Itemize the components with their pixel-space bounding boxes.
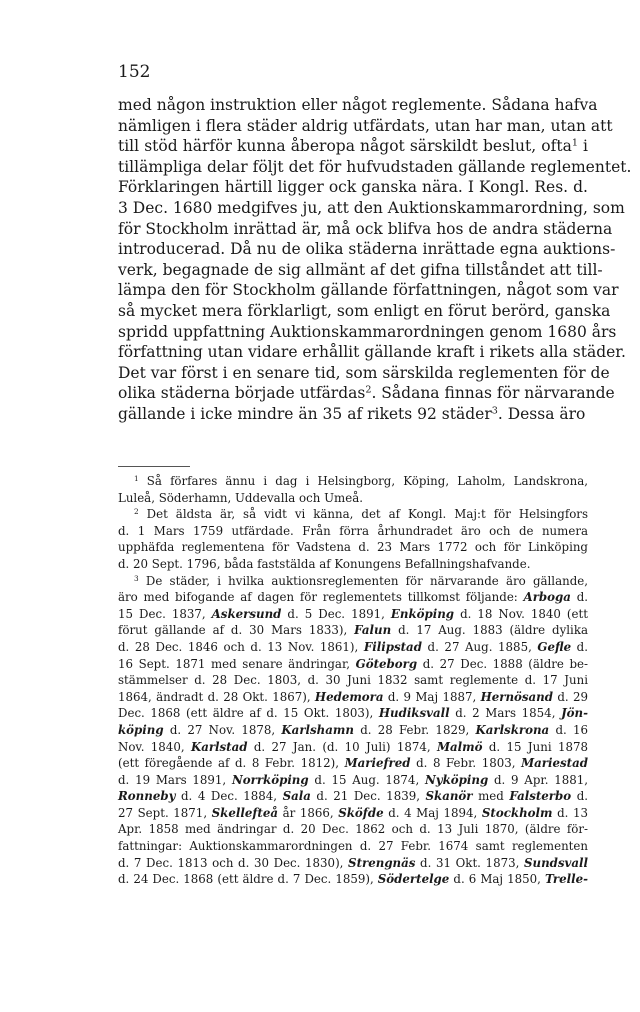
body-line: tillämpliga delar följt det för hufvudstaden gällande reglementet. [118, 157, 632, 176]
footnote-line: förut gällande af d. 30 Mars 1833), Falun d. 17 Aug. 1883 (äldre dylika [118, 623, 589, 638]
footnote-line: d. 24 Dec. 1868 (ett äldre d. 7 Dec. 1859), Södertelge d. 6 Maj 1850, Trelle- [118, 872, 588, 887]
page-number: 152 [118, 62, 151, 82]
body-line: till stöd härför kunna åberopa något särskildt beslut, ofta$^1$ i [118, 137, 588, 156]
body-line: verk, begagnade de sig allmänt af det gifna tillståndet att till- [118, 260, 603, 279]
footnote-line: 15 Dec. 1837, Askersund d. 5 Dec. 1891, Enköping d. 18 Nov. 1840 (ett [118, 606, 588, 621]
body-line: nämligen i flera städer aldrig utfärdats, utan har man, utan att [118, 116, 613, 135]
body-line: Det var först i en senare tid, som särskilda reglementen för de [118, 363, 610, 382]
footnote-line: $^3$ De städer, i hvilka auktionsreglementen för närvarande äro gällande, [134, 573, 588, 588]
footnote-line: Luleå, Söderhamn, Uddevalla och Umeå. [118, 490, 363, 505]
footnote-line: (ett föregående af d. 8 Febr. 1812), Mariefred d. 8 Febr. 1803, Mariestad [118, 756, 588, 771]
footnote-line: köping d. 27 Nov. 1878, Karlshamn d. 28 Febr. 1829, Karlskrona d. 16 [118, 722, 589, 737]
footnote-line: $^1$ Så förfares ännu i dag i Helsingborg, Köping, Laholm, Landskrona, [134, 473, 588, 488]
footnote-line: äro med bifogande af dagen för reglementets tillkomst följande: Arboga d. [118, 590, 588, 605]
footnote-rule [118, 466, 190, 467]
body-line: författning utan vidare erhållit gällande kraft i rikets alla städer. [118, 343, 626, 362]
body-line: introducerad. Då nu de olika städerna inrättade egna auktions- [118, 240, 616, 259]
footnote-line: upphäfda reglementena för Vadstena d. 23 Mars 1772 och för Linköping [118, 540, 588, 555]
footnote-line: 16 Sept. 1871 med senare ändringar, Göteborg d. 27 Dec. 1888 (äldre be- [118, 656, 589, 671]
body-line: lämpa den för Stockholm gällande författningen, något som var [118, 281, 619, 300]
footnote-line: d. 1 Mars 1759 utfärdade. Från förra århundradet äro och de numera [118, 523, 588, 538]
body-line: spridd uppfattning Auktionskammarordningen genom 1680 års [118, 322, 617, 341]
footnotes [118, 473, 588, 888]
footnote-line: $^2$ Det äldsta är, så vidt vi känna, det af Kongl. Maj:t för Helsingfors [134, 507, 588, 522]
footnote-line: 27 Sept. 1871, Skellefteå år 1866, Sköfde d. 4 Maj 1894, Stockholm d. 13 [118, 805, 589, 820]
main-text [118, 95, 632, 425]
footnote-line: Apr. 1858 med ändringar d. 20 Dec. 1862 och d. 13 Juli 1870, (äldre för- [118, 822, 588, 837]
footnote-line: Nov. 1840, Karlstad d. 27 Jan. (d. 10 Juli) 1874, Malmö d. 15 Juni 1878 [118, 739, 588, 754]
footnote-line: d. 28 Dec. 1846 och d. 13 Nov. 1861), Filipstad d. 27 Aug. 1885, Gefle d. [118, 639, 588, 654]
body-line: för Stockholm inrättad är, må ock blifva hos de andra städerna [118, 219, 613, 238]
body-line: med någon instruktion eller något reglemente. Sådana hafva [118, 96, 598, 114]
footnote-line: stämmelser d. 28 Dec. 1803, d. 30 Juni 1832 samt reglemente d. 17 Juni [118, 673, 588, 688]
footnote-line: Ronneby d. 4 Dec. 1884, Sala d. 21 Dec. 1839, Skanör med Falsterbo d. [118, 789, 588, 804]
body-line: så mycket mera förklarligt, som enligt en förut berörd, ganska [118, 301, 611, 320]
footnote-line: Dec. 1868 (ett äldre af d. 15 Okt. 1803), Hudiksvall d. 2 Mars 1854, Jön- [118, 706, 588, 721]
footnote-line: d. 19 Mars 1891, Norrköping d. 15 Aug. 1874, Nyköping d. 9 Apr. 1881, [118, 772, 589, 787]
footnote-line: d. 20 Sept. 1796, båda faststälda af Konungens Befallningshafvande. [118, 556, 531, 571]
body-line: 3 Dec. 1680 medgifves ju, att den Auktionskammarordning, som [118, 198, 625, 217]
body-line: Förklaringen härtill ligger ock ganska nära. I Kongl. Res. d. [118, 178, 588, 197]
footnote-line: fattningar: Auktionskammarordningen d. 27 Febr. 1674 samt reglementen [118, 839, 588, 854]
body-line: gällande i icke mindre än 35 af rikets 92 städer$^3$. Dessa äro [118, 404, 586, 423]
footnote-line: d. 7 Dec. 1813 och d. 30 Dec. 1830), Strengnäs d. 31 Okt. 1873, Sundsvall [118, 855, 588, 870]
footnote-line: 1864, ändradt d. 28 Okt. 1867), Hedemora d. 9 Maj 1887, Hernösand d. 29 [118, 689, 588, 704]
body-line: olika städerna började utfärdas$^2$. Sådana finnas för närvarande [118, 384, 615, 403]
